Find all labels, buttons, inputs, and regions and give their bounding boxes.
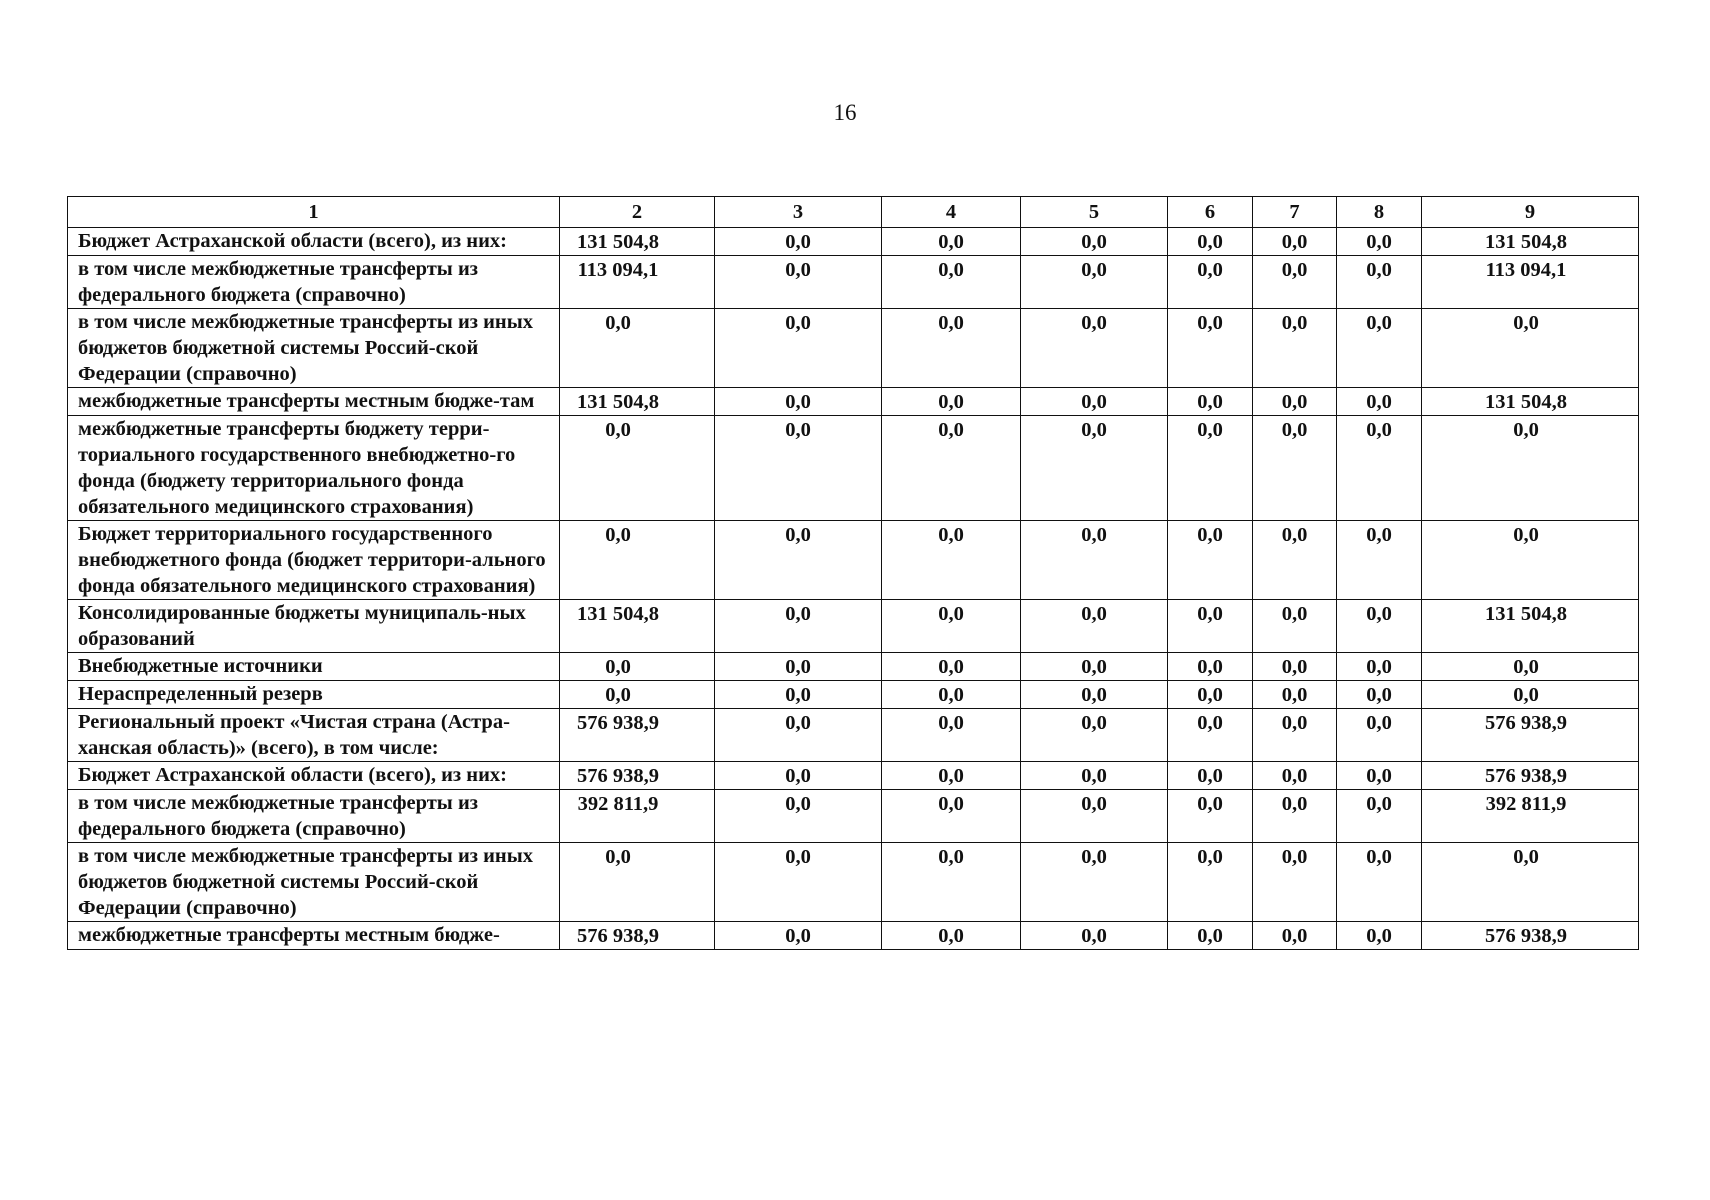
table-row bbox=[68, 600, 1639, 653]
column-header-1: 1 bbox=[68, 197, 560, 228]
cell-col-4: 0,0 bbox=[882, 256, 1021, 309]
cell-col-9: 576 938,9 bbox=[1422, 922, 1639, 950]
cell-col-5: 0,0 bbox=[1021, 228, 1168, 256]
row-label: Консолидированные бюджеты муниципаль-ных образований bbox=[68, 600, 560, 653]
cell-col-4: 0,0 bbox=[882, 388, 1021, 416]
table-row bbox=[68, 256, 1639, 309]
cell-col-5: 0,0 bbox=[1021, 709, 1168, 762]
cell-col-5: 0,0 bbox=[1021, 256, 1168, 309]
cell-col-9: 0,0 bbox=[1422, 681, 1639, 709]
header-row bbox=[68, 197, 1639, 228]
cell-col-6: 0,0 bbox=[1168, 790, 1253, 843]
cell-col-3: 0,0 bbox=[715, 309, 882, 388]
cell-col-5: 0,0 bbox=[1021, 922, 1168, 950]
row-label: межбюджетные трансферты местным бюдже-там bbox=[68, 388, 560, 416]
cell-col-5: 0,0 bbox=[1021, 843, 1168, 922]
cell-col-9: 576 938,9 bbox=[1422, 762, 1639, 790]
table-row bbox=[68, 681, 1639, 709]
cell-col-7: 0,0 bbox=[1253, 790, 1337, 843]
cell-col-4: 0,0 bbox=[882, 762, 1021, 790]
cell-col-4: 0,0 bbox=[882, 228, 1021, 256]
cell-col-6: 0,0 bbox=[1168, 709, 1253, 762]
table-row bbox=[68, 762, 1639, 790]
cell-col-9: 131 504,8 bbox=[1422, 228, 1639, 256]
table-row bbox=[68, 388, 1639, 416]
cell-col-3: 0,0 bbox=[715, 388, 882, 416]
cell-col-2: 0,0 bbox=[560, 653, 715, 681]
cell-col-9: 0,0 bbox=[1422, 843, 1639, 922]
table-body bbox=[68, 228, 1639, 950]
table-row bbox=[68, 790, 1639, 843]
cell-col-3: 0,0 bbox=[715, 228, 882, 256]
cell-col-7: 0,0 bbox=[1253, 709, 1337, 762]
cell-col-9: 0,0 bbox=[1422, 653, 1639, 681]
cell-col-8: 0,0 bbox=[1337, 256, 1422, 309]
cell-col-4: 0,0 bbox=[882, 922, 1021, 950]
cell-col-8: 0,0 bbox=[1337, 681, 1422, 709]
cell-col-5: 0,0 bbox=[1021, 653, 1168, 681]
cell-col-9: 392 811,9 bbox=[1422, 790, 1639, 843]
cell-col-2: 0,0 bbox=[560, 416, 715, 521]
cell-col-3: 0,0 bbox=[715, 521, 882, 600]
column-header-6: 6 bbox=[1168, 197, 1253, 228]
cell-col-2: 0,0 bbox=[560, 681, 715, 709]
cell-col-3: 0,0 bbox=[715, 416, 882, 521]
cell-col-7: 0,0 bbox=[1253, 256, 1337, 309]
cell-col-5: 0,0 bbox=[1021, 416, 1168, 521]
cell-col-3: 0,0 bbox=[715, 762, 882, 790]
cell-col-3: 0,0 bbox=[715, 256, 882, 309]
cell-col-4: 0,0 bbox=[882, 309, 1021, 388]
cell-col-2: 576 938,9 bbox=[560, 922, 715, 950]
cell-col-2: 576 938,9 bbox=[560, 709, 715, 762]
cell-col-3: 0,0 bbox=[715, 653, 882, 681]
row-label: в том числе межбюджетные трансферты из федерального бюджета (справочно) bbox=[68, 790, 560, 843]
cell-col-6: 0,0 bbox=[1168, 922, 1253, 950]
cell-col-3: 0,0 bbox=[715, 600, 882, 653]
cell-col-7: 0,0 bbox=[1253, 843, 1337, 922]
cell-col-7: 0,0 bbox=[1253, 388, 1337, 416]
cell-col-6: 0,0 bbox=[1168, 681, 1253, 709]
column-header-8: 8 bbox=[1337, 197, 1422, 228]
cell-col-7: 0,0 bbox=[1253, 521, 1337, 600]
row-label: в том числе межбюджетные трансферты из федерального бюджета (справочно) bbox=[68, 256, 560, 309]
cell-col-3: 0,0 bbox=[715, 922, 882, 950]
row-label: Нераспределенный резерв bbox=[68, 681, 560, 709]
cell-col-8: 0,0 bbox=[1337, 653, 1422, 681]
cell-col-9: 131 504,8 bbox=[1422, 388, 1639, 416]
cell-col-8: 0,0 bbox=[1337, 388, 1422, 416]
cell-col-2: 0,0 bbox=[560, 843, 715, 922]
cell-col-2: 131 504,8 bbox=[560, 388, 715, 416]
cell-col-5: 0,0 bbox=[1021, 790, 1168, 843]
cell-col-8: 0,0 bbox=[1337, 521, 1422, 600]
row-label: Региональный проект «Чистая страна (Астра-ханская область)» (всего), в том числе: bbox=[68, 709, 560, 762]
table-row bbox=[68, 228, 1639, 256]
cell-col-9: 131 504,8 bbox=[1422, 600, 1639, 653]
column-header-3: 3 bbox=[715, 197, 882, 228]
budget-table bbox=[67, 196, 1639, 950]
cell-col-8: 0,0 bbox=[1337, 228, 1422, 256]
cell-col-5: 0,0 bbox=[1021, 521, 1168, 600]
row-label: в том числе межбюджетные трансферты из иных бюджетов бюджетной системы Россий-ской Федерации (справочно) bbox=[68, 843, 560, 922]
page-number: 16 bbox=[833, 100, 857, 125]
cell-col-2: 131 504,8 bbox=[560, 600, 715, 653]
cell-col-7: 0,0 bbox=[1253, 309, 1337, 388]
cell-col-4: 0,0 bbox=[882, 681, 1021, 709]
row-label: Внебюджетные источники bbox=[68, 653, 560, 681]
cell-col-8: 0,0 bbox=[1337, 762, 1422, 790]
cell-col-7: 0,0 bbox=[1253, 922, 1337, 950]
cell-col-4: 0,0 bbox=[882, 600, 1021, 653]
table-header bbox=[68, 197, 1639, 228]
cell-col-5: 0,0 bbox=[1021, 600, 1168, 653]
cell-col-6: 0,0 bbox=[1168, 416, 1253, 521]
cell-col-3: 0,0 bbox=[715, 790, 882, 843]
cell-col-2: 113 094,1 bbox=[560, 256, 715, 309]
cell-col-2: 576 938,9 bbox=[560, 762, 715, 790]
cell-col-9: 113 094,1 bbox=[1422, 256, 1639, 309]
cell-col-4: 0,0 bbox=[882, 843, 1021, 922]
table-row bbox=[68, 309, 1639, 388]
row-label: межбюджетные трансферты бюджету терри-ториального государственного внебюджетно-го фонда (бюджету территориального фонда обязательного медицинского страхования) bbox=[68, 416, 560, 521]
cell-col-7: 0,0 bbox=[1253, 416, 1337, 521]
cell-col-8: 0,0 bbox=[1337, 416, 1422, 521]
cell-col-4: 0,0 bbox=[882, 416, 1021, 521]
row-label: Бюджет Астраханской области (всего), из них: bbox=[68, 228, 560, 256]
cell-col-4: 0,0 bbox=[882, 653, 1021, 681]
cell-col-7: 0,0 bbox=[1253, 228, 1337, 256]
table-row bbox=[68, 416, 1639, 521]
cell-col-8: 0,0 bbox=[1337, 309, 1422, 388]
cell-col-6: 0,0 bbox=[1168, 521, 1253, 600]
cell-col-5: 0,0 bbox=[1021, 681, 1168, 709]
row-label: Бюджет Астраханской области (всего), из них: bbox=[68, 762, 560, 790]
cell-col-7: 0,0 bbox=[1253, 762, 1337, 790]
cell-col-5: 0,0 bbox=[1021, 309, 1168, 388]
column-header-4: 4 bbox=[882, 197, 1021, 228]
table-row bbox=[68, 709, 1639, 762]
cell-col-6: 0,0 bbox=[1168, 388, 1253, 416]
cell-col-6: 0,0 bbox=[1168, 600, 1253, 653]
cell-col-6: 0,0 bbox=[1168, 309, 1253, 388]
cell-col-3: 0,0 bbox=[715, 709, 882, 762]
cell-col-6: 0,0 bbox=[1168, 843, 1253, 922]
column-header-2: 2 bbox=[560, 197, 715, 228]
column-header-7: 7 bbox=[1253, 197, 1337, 228]
cell-col-2: 0,0 bbox=[560, 521, 715, 600]
cell-col-8: 0,0 bbox=[1337, 600, 1422, 653]
row-label: Бюджет территориального государственного внебюджетного фонда (бюджет территори-ального фонда обязательного медицинского страхования) bbox=[68, 521, 560, 600]
cell-col-7: 0,0 bbox=[1253, 653, 1337, 681]
row-label: в том числе межбюджетные трансферты из иных бюджетов бюджетной системы Россий-ской Федерации (справочно) bbox=[68, 309, 560, 388]
cell-col-3: 0,0 bbox=[715, 843, 882, 922]
cell-col-6: 0,0 bbox=[1168, 653, 1253, 681]
cell-col-5: 0,0 bbox=[1021, 388, 1168, 416]
table-row bbox=[68, 922, 1639, 950]
row-label: межбюджетные трансферты местным бюдже- bbox=[68, 922, 560, 950]
cell-col-8: 0,0 bbox=[1337, 843, 1422, 922]
cell-col-9: 0,0 bbox=[1422, 309, 1639, 388]
cell-col-3: 0,0 bbox=[715, 681, 882, 709]
cell-col-2: 131 504,8 bbox=[560, 228, 715, 256]
cell-col-2: 0,0 bbox=[560, 309, 715, 388]
cell-col-8: 0,0 bbox=[1337, 790, 1422, 843]
cell-col-8: 0,0 bbox=[1337, 709, 1422, 762]
cell-col-9: 0,0 bbox=[1422, 521, 1639, 600]
cell-col-4: 0,0 bbox=[882, 709, 1021, 762]
cell-col-5: 0,0 bbox=[1021, 762, 1168, 790]
cell-col-6: 0,0 bbox=[1168, 256, 1253, 309]
table-row bbox=[68, 653, 1639, 681]
table-row bbox=[68, 843, 1639, 922]
cell-col-9: 0,0 bbox=[1422, 416, 1639, 521]
table-row bbox=[68, 521, 1639, 600]
cell-col-9: 576 938,9 bbox=[1422, 709, 1639, 762]
cell-col-7: 0,0 bbox=[1253, 681, 1337, 709]
column-header-9: 9 bbox=[1422, 197, 1639, 228]
cell-col-6: 0,0 bbox=[1168, 762, 1253, 790]
cell-col-8: 0,0 bbox=[1337, 922, 1422, 950]
cell-col-4: 0,0 bbox=[882, 521, 1021, 600]
cell-col-6: 0,0 bbox=[1168, 228, 1253, 256]
cell-col-7: 0,0 bbox=[1253, 600, 1337, 653]
column-header-5: 5 bbox=[1021, 197, 1168, 228]
cell-col-2: 392 811,9 bbox=[560, 790, 715, 843]
cell-col-4: 0,0 bbox=[882, 790, 1021, 843]
